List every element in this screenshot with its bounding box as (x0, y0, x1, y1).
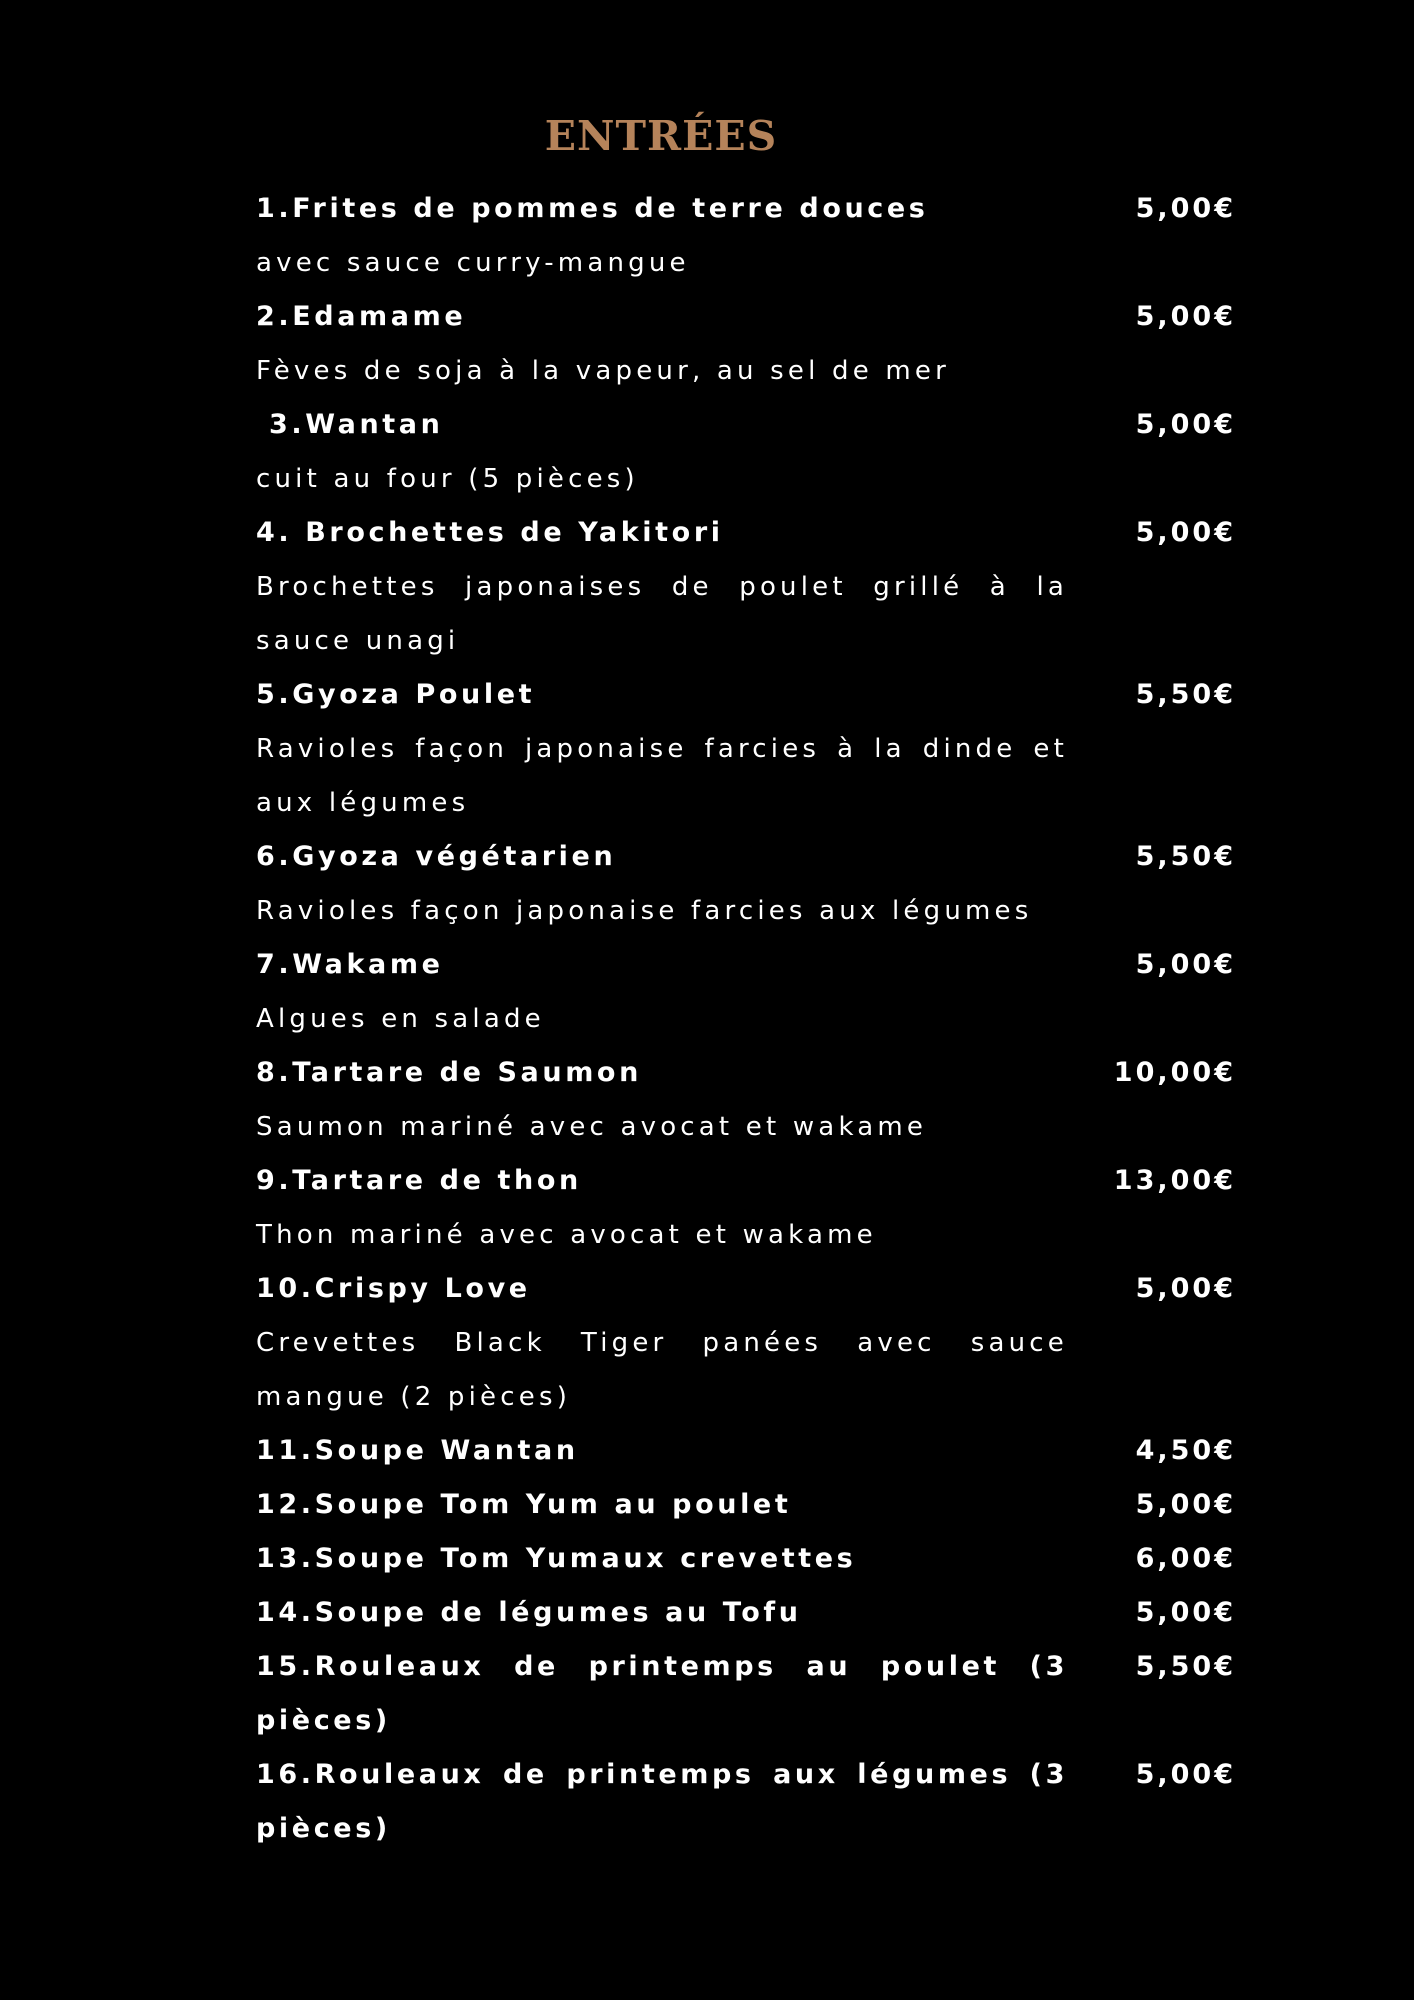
menu-item-description: Ravioles façon japonaise farcies à la dinde et aux légumes (256, 734, 1068, 818)
section-title: ENTRÉES (544, 112, 778, 160)
menu-item-price: 13,00€ (1113, 1165, 1236, 1196)
menu-item-description: Brochettes japonaises de poulet grillé à la sauce unagi (256, 572, 1068, 656)
menu-item (256, 668, 1236, 830)
menu-item-price: 5,00€ (1135, 517, 1236, 548)
menu-item-description: Thon mariné avec avocat et wakame (256, 1220, 877, 1250)
menu-item (256, 938, 1236, 1046)
menu-item-name: 4. Brochettes de Yakitori (256, 517, 724, 548)
menu-item-price: 5,00€ (1135, 409, 1236, 440)
menu-item-description: Algues en salade (256, 1004, 545, 1034)
menu-item-description: cuit au four (5 pièces) (256, 464, 639, 494)
menu-item (256, 1154, 1236, 1262)
menu-item-description: Crevettes Black Tiger panées avec sauce mangue (2 pièces) (256, 1328, 1068, 1412)
menu-item (256, 1532, 1236, 1586)
menu-item (256, 398, 1236, 506)
menu-item-price: 4,50€ (1135, 1435, 1236, 1466)
menu-item-name: 9.Tartare de thon (256, 1165, 582, 1196)
menu-item-name: 7.Wakame (256, 949, 444, 980)
menu-item-price: 5,00€ (1135, 1759, 1236, 1790)
menu-item-name: 11.Soupe Wantan (256, 1435, 579, 1466)
menu-item (256, 1640, 1236, 1748)
menu-item-name: 13.Soupe Tom Yumaux crevettes (256, 1543, 857, 1574)
menu-item (256, 1586, 1236, 1640)
menu-item-name: 1.Frites de pommes de terre douces (256, 193, 929, 224)
menu-item-name: 5.Gyoza Poulet (256, 679, 536, 710)
menu-items-list (256, 182, 1236, 1856)
menu-item-name: 16.Rouleaux de printemps aux légumes (3 pièces) (256, 1759, 1081, 1844)
menu-item-price: 5,00€ (1135, 301, 1236, 332)
menu-item (256, 1424, 1236, 1478)
menu-item-price: 5,00€ (1135, 1489, 1236, 1520)
menu-item-name: 10.Crispy Love (256, 1273, 531, 1304)
menu-item (256, 1046, 1236, 1154)
menu-item-name: 8.Tartare de Saumon (256, 1057, 642, 1088)
menu-item-name: 14.Soupe de légumes au Tofu (256, 1597, 802, 1628)
menu-item-name: 12.Soupe Tom Yum au poulet (256, 1489, 792, 1520)
menu-item-name: 2.Edamame (256, 301, 467, 332)
menu-item-description: avec sauce curry-mangue (256, 248, 690, 278)
menu-item-price: 5,00€ (1135, 949, 1236, 980)
menu-item (256, 830, 1236, 938)
menu-item (256, 182, 1236, 290)
menu-item-name: 15.Rouleaux de printemps au poulet (3 pièces) (256, 1651, 1081, 1736)
menu-item-description: Saumon mariné avec avocat et wakame (256, 1112, 928, 1142)
menu-item (256, 506, 1236, 668)
menu-item-name: 3.Wantan (256, 409, 444, 440)
menu-item-price: 10,00€ (1113, 1057, 1236, 1088)
menu-item-name: 6.Gyoza végétarien (256, 841, 617, 872)
menu-item (256, 1748, 1236, 1856)
menu-item (256, 290, 1236, 398)
menu-item-price: 5,50€ (1135, 1651, 1236, 1682)
menu-item-price: 6,00€ (1135, 1543, 1236, 1574)
menu-item (256, 1262, 1236, 1424)
menu-item-description: Fèves de soja à la vapeur, au sel de mer (256, 356, 950, 386)
menu-item (256, 1478, 1236, 1532)
menu-item-price: 5,00€ (1135, 1273, 1236, 1304)
menu-item-price: 5,00€ (1135, 193, 1236, 224)
menu-item-price: 5,50€ (1135, 841, 1236, 872)
menu-item-price: 5,50€ (1135, 679, 1236, 710)
menu-item-price: 5,00€ (1135, 1597, 1236, 1628)
menu-item-description: Ravioles façon japonaise farcies aux légumes (256, 896, 1033, 926)
